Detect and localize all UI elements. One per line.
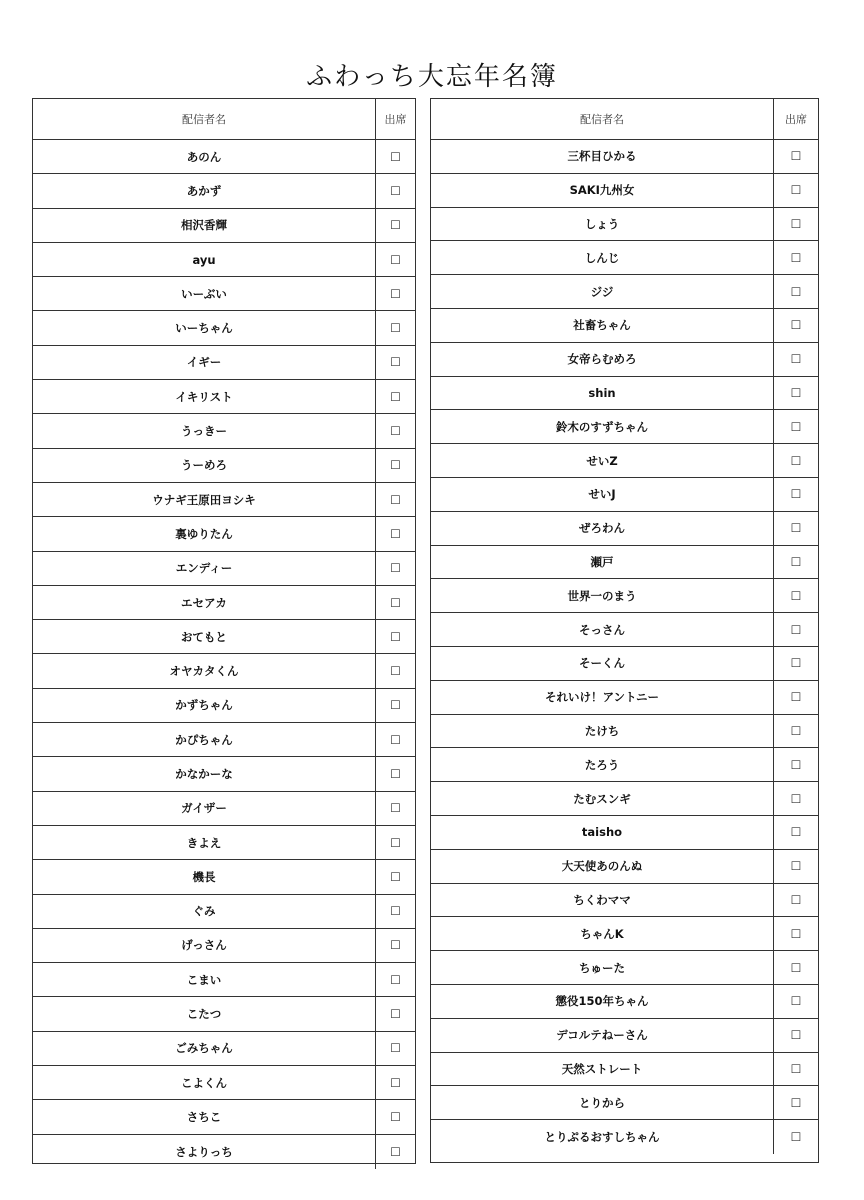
streamer-name: こまい <box>33 963 376 996</box>
attendance-checkbox[interactable]: ☐ <box>390 801 401 816</box>
streamer-name: かぴちゃん <box>33 723 376 756</box>
streamer-name: デコルテねーさん <box>431 1019 774 1052</box>
attendance-checkbox[interactable]: ☐ <box>390 218 401 233</box>
streamer-name: せいJ <box>431 478 774 511</box>
streamer-name: しんじ <box>431 241 774 274</box>
attendance-checkbox[interactable]: ☐ <box>390 1109 401 1124</box>
attendance-checkbox[interactable]: ☐ <box>390 766 401 781</box>
streamer-name: ウナギ王原田ヨシキ <box>33 483 376 516</box>
table-row <box>33 997 415 1031</box>
table-row <box>33 586 415 620</box>
attendance-checkbox[interactable]: ☐ <box>790 926 802 941</box>
attendance-checkbox[interactable]: ☐ <box>390 904 401 919</box>
attendance-checkbox[interactable]: ☐ <box>390 972 401 987</box>
table-row <box>33 620 415 654</box>
attendance-checkbox[interactable]: ☐ <box>390 321 401 336</box>
page-title: ふわっち大忘年名簿 <box>306 62 558 93</box>
attendance-checkbox[interactable]: ☐ <box>790 250 802 265</box>
streamer-name: せいZ <box>431 444 774 477</box>
table-row <box>33 483 415 517</box>
table-row <box>33 414 415 448</box>
streamer-name: うっきー <box>33 414 376 447</box>
streamer-name: ayu <box>33 243 376 276</box>
streamer-name: イキリスト <box>33 380 376 413</box>
streamer-name: 世界一のまう <box>431 579 774 612</box>
table-row <box>431 1086 818 1120</box>
streamer-name: げっさん <box>33 929 376 962</box>
attendance-checkbox[interactable]: ☐ <box>390 492 401 507</box>
streamer-name: 天然ストレート <box>431 1053 774 1086</box>
attendance-checkbox[interactable]: ☐ <box>390 732 401 747</box>
streamer-name: ガイザー <box>33 792 376 825</box>
table-row <box>33 517 415 551</box>
table-row <box>431 208 818 242</box>
streamer-name: ぐみ <box>33 895 376 928</box>
table-row <box>33 140 415 174</box>
streamer-name: さよりっち <box>33 1135 376 1169</box>
streamer-name: エンディー <box>33 552 376 585</box>
table-row <box>431 241 818 275</box>
attendance-checkbox[interactable]: ☐ <box>790 892 802 907</box>
streamer-name: エセアカ <box>33 586 376 619</box>
attendance-checkbox[interactable]: ☐ <box>790 1028 802 1043</box>
table-row <box>33 654 415 688</box>
attendance-checkbox[interactable]: ☐ <box>790 1095 802 1110</box>
table-row <box>431 140 818 174</box>
table-row <box>431 579 818 613</box>
streamer-name: 裏ゆりたん <box>33 517 376 550</box>
streamer-name: かずちゃん <box>33 689 376 722</box>
attendance-checkbox[interactable]: ☐ <box>790 723 802 738</box>
streamer-name: とりぷるおすしちゃん <box>431 1120 774 1154</box>
table-row <box>431 850 818 884</box>
streamer-name: とりから <box>431 1086 774 1119</box>
streamer-name: ごみちゃん <box>33 1032 376 1065</box>
table-row <box>431 174 818 208</box>
streamer-name: ジジ <box>431 275 774 308</box>
column-header-name: 配信者名 <box>33 99 376 139</box>
streamer-name: 三杯目ひかる <box>431 140 774 173</box>
attendance-checkbox[interactable]: ☐ <box>390 183 401 198</box>
streamer-name: shin <box>431 377 774 410</box>
streamer-name: たけち <box>431 715 774 748</box>
table-row <box>33 1135 415 1169</box>
attendance-checkbox[interactable]: ☐ <box>390 698 401 713</box>
table-row <box>33 723 415 757</box>
table-row <box>33 380 415 414</box>
streamer-name: ちゃんK <box>431 917 774 950</box>
table-row <box>431 546 818 580</box>
streamer-name: 女帝らむめろ <box>431 343 774 376</box>
attendance-checkbox[interactable]: ☐ <box>790 183 802 198</box>
table-row <box>33 895 415 929</box>
table-row <box>431 444 818 478</box>
attendance-checkbox[interactable]: ☐ <box>790 757 802 772</box>
attendance-checkbox[interactable]: ☐ <box>390 1144 401 1159</box>
streamer-name: それいけ！アントニー <box>431 681 774 714</box>
table-row <box>431 309 818 343</box>
table-row <box>33 929 415 963</box>
table-row <box>431 748 818 782</box>
table-row <box>431 715 818 749</box>
table-row <box>431 647 818 681</box>
attendance-checkbox[interactable]: ☐ <box>390 1075 401 1090</box>
table-row <box>33 174 415 208</box>
table-row <box>33 346 415 380</box>
streamer-name: 相沢香輝 <box>33 209 376 242</box>
table-row <box>33 826 415 860</box>
streamer-name: きよえ <box>33 826 376 859</box>
table-row <box>33 552 415 586</box>
attendance-checkbox[interactable]: ☐ <box>390 526 401 541</box>
attendance-checkbox[interactable]: ☐ <box>390 355 401 370</box>
attendance-checkbox[interactable]: ☐ <box>790 791 802 806</box>
attendance-checkbox[interactable]: ☐ <box>790 284 802 299</box>
attendance-checkbox[interactable]: ☐ <box>790 318 802 333</box>
attendance-checkbox[interactable]: ☐ <box>390 664 401 679</box>
streamer-name: たむスンギ <box>431 782 774 815</box>
column-header-attendance: 出席 <box>384 113 407 126</box>
table-row <box>33 209 415 243</box>
streamer-name: こたつ <box>33 997 376 1030</box>
streamer-name: 社畜ちゃん <box>431 309 774 342</box>
streamer-name: taisho <box>431 816 774 849</box>
attendance-checkbox[interactable]: ☐ <box>390 595 401 610</box>
table-row <box>431 816 818 850</box>
table-row <box>33 449 415 483</box>
attendance-checkbox[interactable]: ☐ <box>790 352 802 367</box>
attendance-checkbox[interactable]: ☐ <box>790 149 802 164</box>
attendance-checkbox[interactable]: ☐ <box>790 859 802 874</box>
attendance-checkbox[interactable]: ☐ <box>790 656 802 671</box>
streamer-name: そっさん <box>431 613 774 646</box>
attendance-checkbox[interactable]: ☐ <box>390 286 401 301</box>
attendance-checkbox[interactable]: ☐ <box>790 521 802 536</box>
table-row <box>431 410 818 444</box>
attendance-checkbox[interactable]: ☐ <box>390 149 401 164</box>
attendance-checkbox[interactable]: ☐ <box>790 419 802 434</box>
table-row <box>33 963 415 997</box>
streamer-name: いーちゃん <box>33 311 376 344</box>
column-header-name: 配信者名 <box>431 99 774 139</box>
streamer-name: 大天使あのんぬ <box>431 850 774 883</box>
streamer-name: ぜろわん <box>431 512 774 545</box>
table-row <box>431 1053 818 1087</box>
table-row <box>33 757 415 791</box>
streamer-name: ちくわママ <box>431 884 774 917</box>
table-row <box>431 985 818 1019</box>
attendance-checkbox[interactable]: ☐ <box>390 1041 401 1056</box>
streamer-name: たろう <box>431 748 774 781</box>
streamer-name: SAKI九州女 <box>431 174 774 207</box>
attendance-checkbox[interactable]: ☐ <box>790 825 802 840</box>
attendance-checkbox[interactable]: ☐ <box>790 690 802 705</box>
table-row <box>431 343 818 377</box>
attendance-checkbox[interactable]: ☐ <box>790 994 802 1009</box>
table-row <box>431 884 818 918</box>
streamer-name: かなかーな <box>33 757 376 790</box>
table-row <box>33 792 415 826</box>
attendance-checkbox[interactable]: ☐ <box>390 1007 401 1022</box>
roster-table-right <box>430 98 819 1163</box>
attendance-checkbox[interactable]: ☐ <box>790 622 802 637</box>
attendance-checkbox[interactable]: ☐ <box>790 1061 802 1076</box>
table-row <box>431 681 818 715</box>
attendance-checkbox[interactable]: ☐ <box>390 835 401 850</box>
attendance-checkbox[interactable]: ☐ <box>390 629 401 644</box>
streamer-name: うーめろ <box>33 449 376 482</box>
attendance-checkbox[interactable]: ☐ <box>390 458 401 473</box>
column-header-attendance: 出席 <box>785 113 807 126</box>
table-row <box>431 512 818 546</box>
streamer-name: あのん <box>33 140 376 173</box>
table-row <box>431 917 818 951</box>
table-row <box>33 311 415 345</box>
table-row <box>431 951 818 985</box>
streamer-name: イギー <box>33 346 376 379</box>
attendance-checkbox[interactable]: ☐ <box>790 385 802 400</box>
attendance-checkbox[interactable]: ☐ <box>390 561 401 576</box>
table-row <box>33 1066 415 1100</box>
streamer-name: おてもと <box>33 620 376 653</box>
table-row <box>33 1032 415 1066</box>
table-row <box>431 1120 818 1154</box>
streamer-name: あかず <box>33 174 376 207</box>
streamer-name: 鈴木のすずちゃん <box>431 410 774 443</box>
table-row <box>431 377 818 411</box>
table-row <box>33 277 415 311</box>
table-header <box>33 99 415 140</box>
streamer-name: そーくん <box>431 647 774 680</box>
table-row <box>431 478 818 512</box>
streamer-name: 機長 <box>33 860 376 893</box>
table-row <box>33 243 415 277</box>
table-row <box>431 782 818 816</box>
streamer-name: こよくん <box>33 1066 376 1099</box>
attendance-checkbox[interactable]: ☐ <box>790 554 802 569</box>
table-row <box>33 1100 415 1134</box>
streamer-name: 瀬戸 <box>431 546 774 579</box>
table-row <box>33 860 415 894</box>
table-row <box>431 275 818 309</box>
streamer-name: 懲役150年ちゃん <box>431 985 774 1018</box>
attendance-checkbox[interactable]: ☐ <box>390 869 401 884</box>
attendance-checkbox[interactable]: ☐ <box>790 216 802 231</box>
streamer-name: さちこ <box>33 1100 376 1133</box>
attendance-checkbox[interactable]: ☐ <box>790 960 802 975</box>
streamer-name: ちゅーた <box>431 951 774 984</box>
attendance-checkbox[interactable]: ☐ <box>390 424 401 439</box>
roster-table-left <box>32 98 416 1164</box>
table-header <box>431 99 818 140</box>
streamer-name: オヤカタくん <box>33 654 376 687</box>
table-row <box>33 689 415 723</box>
table-row <box>431 1019 818 1053</box>
attendance-checkbox[interactable]: ☐ <box>390 252 401 267</box>
attendance-checkbox[interactable]: ☐ <box>790 487 802 502</box>
streamer-name: いーぶい <box>33 277 376 310</box>
attendance-checkbox[interactable]: ☐ <box>790 1130 802 1144</box>
streamer-name: しょう <box>431 208 774 241</box>
table-row <box>431 613 818 647</box>
attendance-checkbox[interactable]: ☐ <box>790 588 802 603</box>
attendance-checkbox[interactable]: ☐ <box>390 938 401 953</box>
attendance-checkbox[interactable]: ☐ <box>790 453 802 468</box>
attendance-checkbox[interactable]: ☐ <box>390 389 401 404</box>
